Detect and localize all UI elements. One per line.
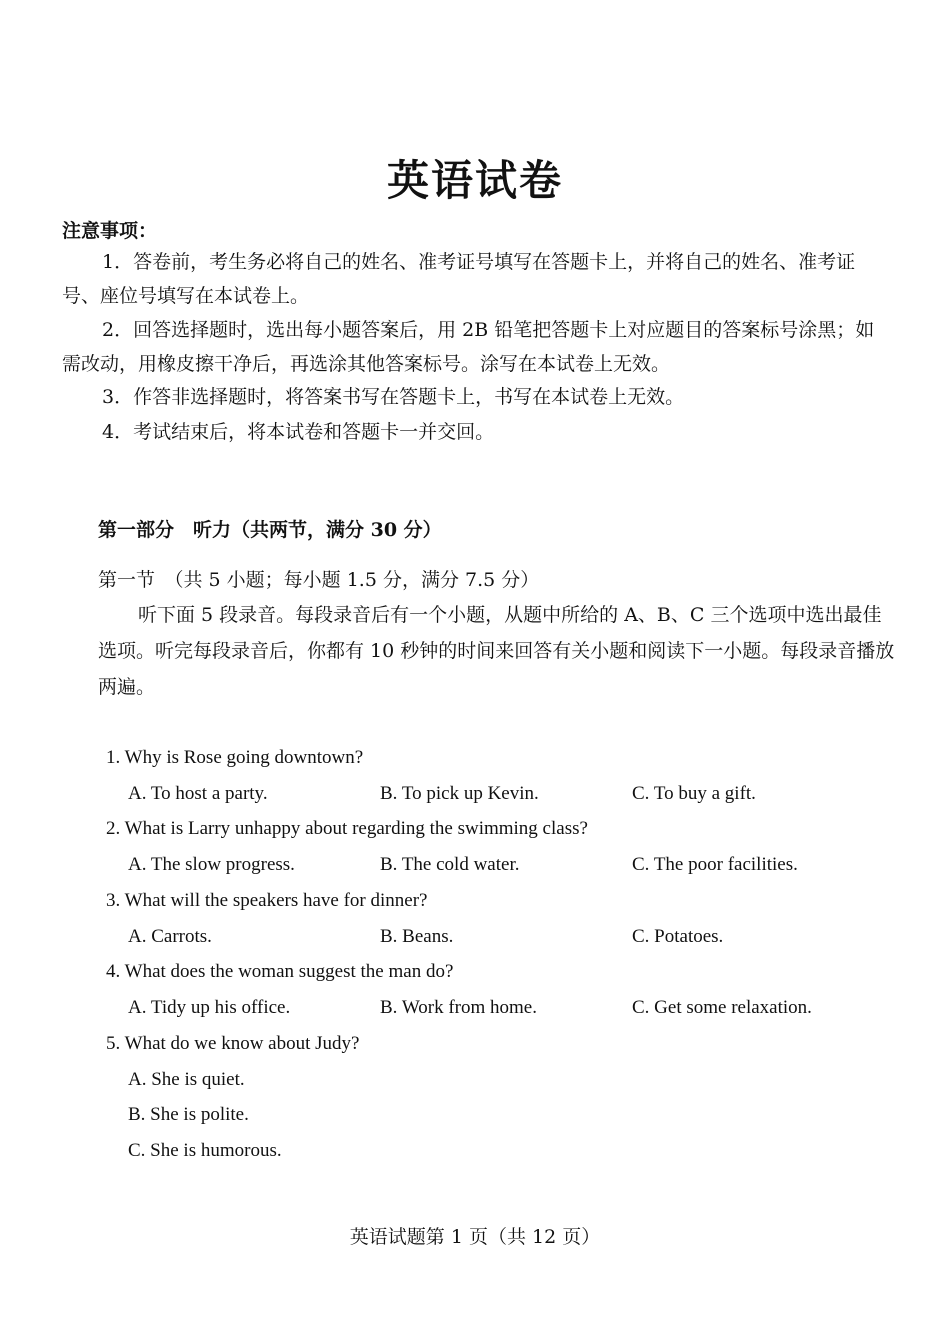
option-b: B. She is polite. — [128, 1104, 249, 1125]
notice-item-2: 2．回答选择题时，选出每小题答案后，用 2B 铅笔把答题卡上对应题目的答案标号涂黑；如需改动，用橡皮擦干净后，再选涂其他答案标号。涂写在本试卷上无效。 — [62, 319, 875, 375]
section-heading: 第一节 （共 5 小题；每小题 1.5 分，满分 7.5 分） — [98, 569, 540, 591]
option-c: C. Potatoes. — [632, 926, 724, 947]
option-a: A. She is quiet. — [128, 1069, 245, 1090]
option-b: B. To pick up Kevin. — [380, 783, 539, 804]
notice-item-1: 1．答卷前，考生务必将自己的姓名、准考证号填写在答题卡上，并将自己的姓名、准考证号、座位号填写在本试卷上。 — [62, 251, 856, 307]
option-c: C. She is humorous. — [128, 1140, 282, 1161]
section-instructions: 听下面 5 段录音。每段录音后有一个小题，从题中所给的 A、B、C 三个选项中选出最佳选项。听完每段录音后，你都有 10 秒钟的时间来回答有关小题和阅读下一小题。每段录音播放两遍。 — [98, 604, 895, 698]
option-b: B. Beans. — [380, 926, 454, 947]
question-stem: 5. What do we know about Judy? — [106, 1033, 360, 1054]
page-footer: 英语试题第 1 页（共 12 页） — [349, 1226, 601, 1248]
question-stem: 2. What is Larry unhappy about regarding the swimming class? — [106, 818, 588, 839]
option-a: A. Tidy up his office. — [128, 997, 291, 1018]
question-stem: 4. What does the woman suggest the man do? — [106, 961, 454, 982]
option-a: A. To host a party. — [128, 783, 268, 804]
option-b: B. The cold water. — [380, 854, 520, 875]
notice-heading: 注意事项： — [62, 220, 158, 242]
question-stem: 3. What will the speakers have for dinner? — [106, 890, 428, 911]
option-c: C. Get some relaxation. — [632, 997, 812, 1018]
notice-item-3: 3．作答非选择题时，将答案书写在答题卡上，书写在本试卷上无效。 — [102, 386, 685, 408]
part-heading: 第一部分 听力（共两节，满分 30 分） — [98, 519, 442, 541]
question-stem: 1. Why is Rose going downtown? — [106, 747, 364, 768]
option-a: A. The slow progress. — [128, 854, 295, 875]
option-b: B. Work from home. — [380, 997, 537, 1018]
option-c: C. To buy a gift. — [632, 783, 756, 804]
option-c: C. The poor facilities. — [632, 854, 798, 875]
page-title: 英语试卷 — [386, 156, 563, 205]
option-a: A. Carrots. — [128, 926, 212, 947]
notice-item-4: 4．考试结束后，将本试卷和答题卡一并交回。 — [102, 421, 495, 443]
